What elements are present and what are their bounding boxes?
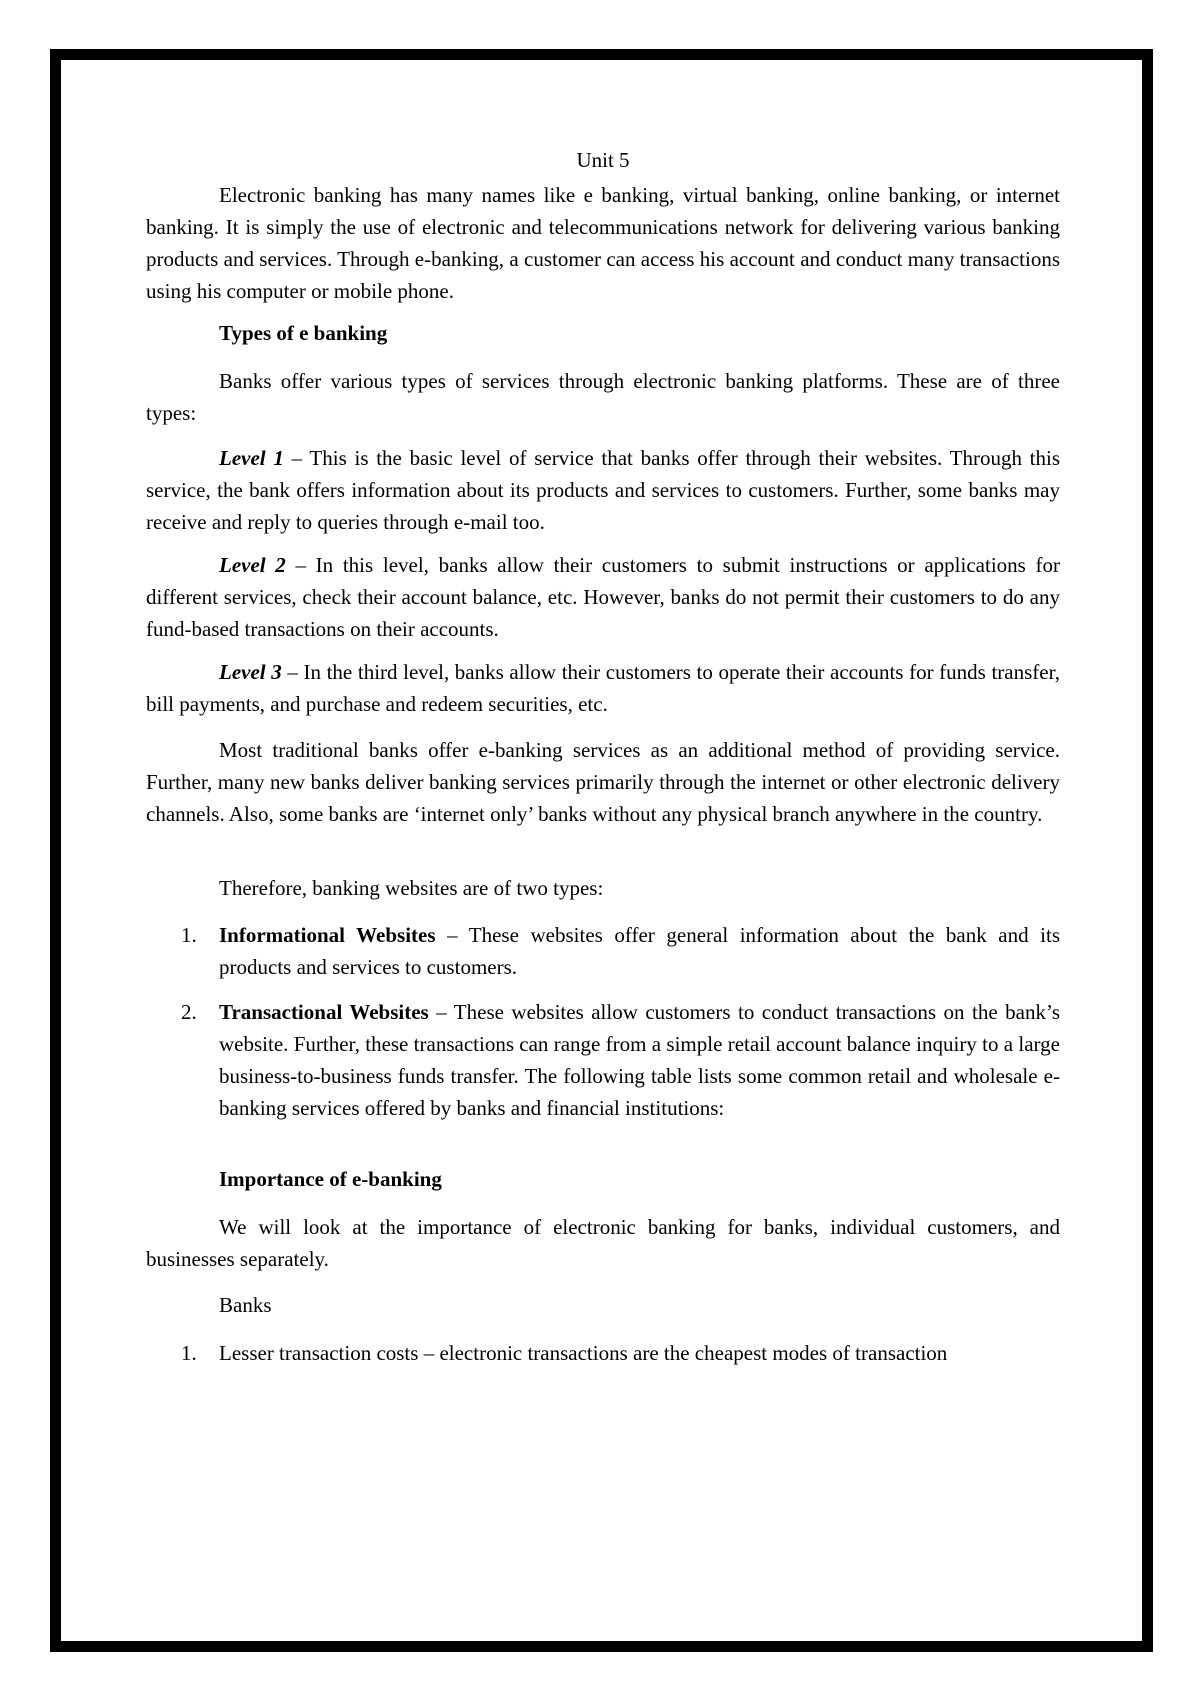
list-item-text: – These websites offer general information about the bank and its products and services to customers. bbox=[219, 923, 1060, 979]
page-title: Unit 5 bbox=[576, 148, 630, 172]
list-item-body bbox=[219, 996, 1060, 1124]
list-item bbox=[146, 919, 1060, 983]
website-types-intro: Therefore, banking websites are of two types: bbox=[219, 876, 604, 900]
types-intro-paragraph: Banks offer various types of services through electronic banking platforms. These are of three types: bbox=[146, 369, 1060, 425]
list-number: 1. bbox=[181, 923, 197, 947]
level-2-text: – In this level, banks allow their customers to submit instructions or applications for different services, check their account balance, etc. However, banks do not permit their customers to do any fund-based transactions on their accounts. bbox=[146, 553, 1060, 641]
list-item-body: Lesser transaction costs – electronic transactions are the cheapest modes of transaction bbox=[219, 1341, 948, 1365]
list-item-text: – These websites allow customers to conduct transactions on the bank’s website. Further, these transactions can range from a simple retail account balance inquiry to a large business-to-business funds transfer. The following table lists some common retail and wholesale e-banking services offered by banks and financial institutions: bbox=[219, 1000, 1060, 1120]
level-3-text: – In the third level, banks allow their customers to operate their accounts for funds transfer, bill payments, and purchase and redeem securities, etc. bbox=[146, 660, 1061, 716]
level-3-label: Level 3 bbox=[219, 660, 282, 684]
list-number: 1. bbox=[181, 1341, 197, 1365]
banks-label: Banks bbox=[219, 1293, 272, 1317]
level-3-paragraph bbox=[146, 656, 1060, 720]
level-1-paragraph bbox=[146, 442, 1060, 538]
importance-heading: Importance of e-banking bbox=[219, 1167, 442, 1191]
list-item-label: Transactional Websites bbox=[219, 1000, 429, 1024]
traditional-banks-paragraph: Most traditional banks offer e-banking services as an additional method of providing service. Further, many new banks deliver banking services primarily through the internet or other electronic delivery channels. Also, some banks are ‘internet only’ banks without any physical branch anywhere in the country. bbox=[146, 738, 1060, 826]
list-item-body bbox=[219, 919, 1060, 983]
level-1-label: Level 1 bbox=[219, 446, 284, 470]
list-number: 2. bbox=[181, 1000, 197, 1024]
intro-paragraph: Electronic banking has many names like e banking, virtual banking, online banking, or internet banking. It is simply the use of electronic and telecommunications network for delivering various banking products and services. Through e-banking, a customer can access his account and conduct many transactions using his computer or mobile phone. bbox=[146, 183, 1060, 303]
list-item-label: Informational Websites bbox=[219, 923, 436, 947]
list-item bbox=[146, 1337, 1060, 1369]
level-2-label: Level 2 bbox=[219, 553, 286, 577]
importance-intro-paragraph: We will look at the importance of electronic banking for banks, individual customers, and businesses separately. bbox=[146, 1215, 1060, 1271]
list-item bbox=[146, 996, 1060, 1124]
level-1-text: – This is the basic level of service that banks offer through their websites. Through this service, the bank offers information about its products and services to customers. Further, some banks may receive and reply to queries through e-mail too. bbox=[146, 446, 1061, 534]
level-2-paragraph bbox=[146, 549, 1060, 645]
types-heading: Types of e banking bbox=[219, 321, 388, 345]
